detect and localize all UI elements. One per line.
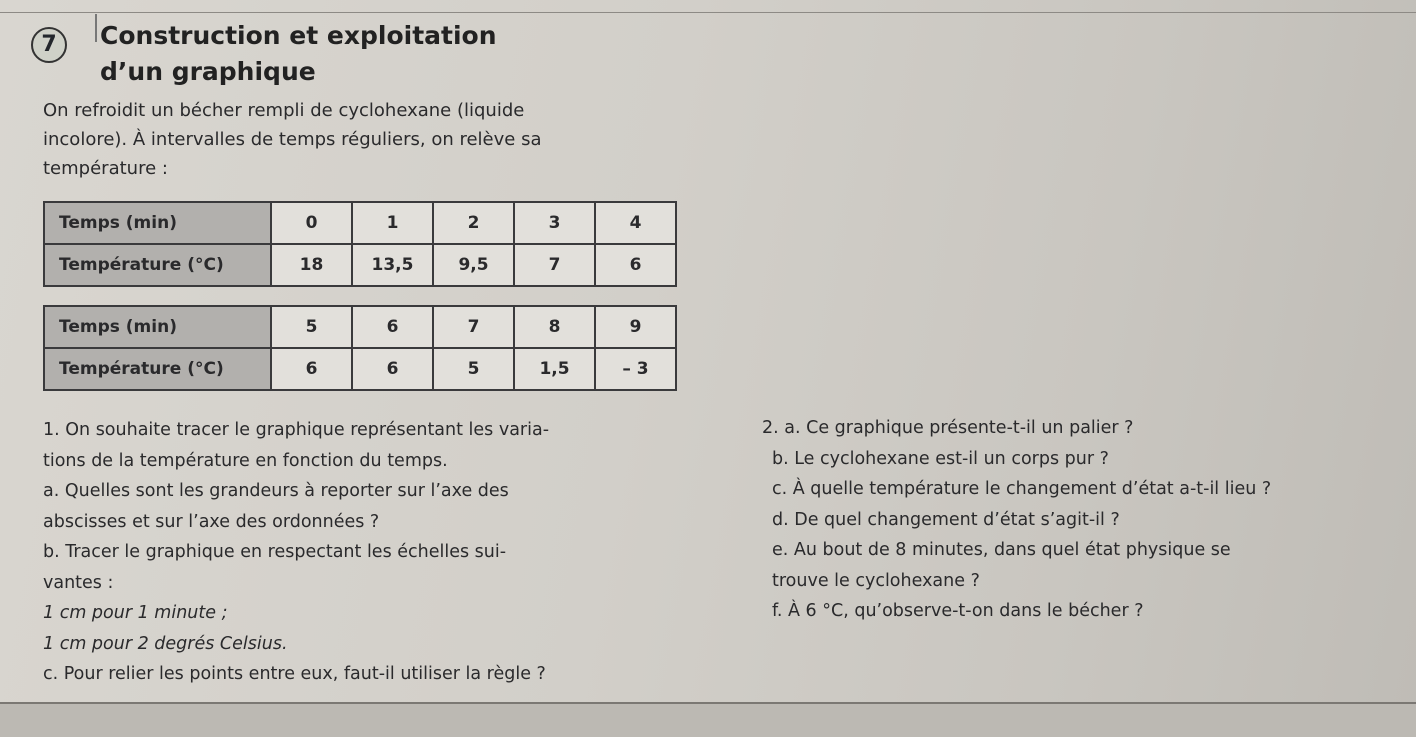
table-cell: 18: [271, 244, 352, 286]
title-line-2: d’un graphique: [100, 57, 316, 86]
question-2f: f. À 6 °C, qu’observe-t-on dans le bécher ?: [772, 601, 1144, 621]
exercise-title: [100, 18, 497, 90]
table-cell: 6: [352, 306, 433, 348]
intro-paragraph: [43, 96, 693, 183]
row-header-temperature: Température (°C): [44, 348, 271, 390]
question-1a-line-1: a. Quelles sont les grandeurs à reporter sur l’axe des: [43, 481, 509, 501]
intro-line-2: incolore). À intervalles de temps réguliers, on relève sa: [43, 129, 542, 150]
table-cell: 1,5: [514, 348, 595, 390]
top-rule: [0, 12, 1416, 13]
row-header-time: Temps (min): [44, 202, 271, 244]
exercise-number-badge: 7: [31, 27, 67, 63]
question-1c: c. Pour relier les points entre eux, faut-il utiliser la règle ?: [43, 664, 546, 684]
question-2e-line-1: e. Au bout de 8 minutes, dans quel état physique se: [772, 540, 1231, 560]
table-cell: 7: [514, 244, 595, 286]
table-cell: 5: [433, 348, 514, 390]
scale-x: 1 cm pour 1 minute ;: [43, 603, 228, 623]
table-cell: 2: [433, 202, 514, 244]
table-cell: 9: [595, 306, 676, 348]
question-2e-line-2: trouve le cyclohexane ?: [772, 570, 980, 591]
table-cell: 8: [514, 306, 595, 348]
question-2-block: [762, 413, 1271, 627]
table-cell: 5: [271, 306, 352, 348]
question-1b-line-1: b. Tracer le graphique en respectant les échelles sui-: [43, 542, 507, 562]
question-2b: b. Le cyclohexane est-il un corps pur ?: [772, 448, 1109, 469]
question-1a-line-2: abscisses et sur l’axe des ordonnées ?: [43, 511, 380, 532]
table-cell: 9,5: [433, 244, 514, 286]
intro-line-3: température :: [43, 158, 168, 179]
table-cell: 0: [271, 202, 352, 244]
question-1-line-2: tions de la température en fonction du temps.: [43, 450, 448, 471]
table-cell: 4: [595, 202, 676, 244]
table-cell: 6: [352, 348, 433, 390]
title-divider: [95, 14, 97, 42]
question-1-line-1: 1. On souhaite tracer le graphique représentant les varia-: [43, 420, 550, 440]
table-row: [44, 244, 676, 286]
title-line-1: Construction et exploitation: [100, 21, 497, 50]
table-cell: 6: [271, 348, 352, 390]
row-header-time: Temps (min): [44, 306, 271, 348]
table-row: [44, 348, 676, 390]
question-2c: c. À quelle température le changement d’état a-t-il lieu ?: [772, 479, 1272, 499]
question-1-block: [43, 415, 549, 690]
data-table-1: [43, 201, 677, 287]
intro-line-1: On refroidit un bécher rempli de cyclohexane (liquide: [43, 100, 525, 121]
question-2a: 2. a. Ce graphique présente-t-il un palier ?: [762, 418, 1134, 438]
table-row: [44, 202, 676, 244]
table-cell: 6: [595, 244, 676, 286]
row-header-temperature: Température (°C): [44, 244, 271, 286]
question-2d: d. De quel changement d’état s’agit-il ?: [772, 509, 1120, 530]
table-cell: – 3: [595, 348, 676, 390]
scale-y: 1 cm pour 2 degrés Celsius.: [43, 633, 288, 654]
data-table-2: [43, 305, 677, 391]
table-row: [44, 306, 676, 348]
question-1b-line-2: vantes :: [43, 572, 114, 593]
table-cell: 3: [514, 202, 595, 244]
table-cell: 7: [433, 306, 514, 348]
page-edge: [0, 704, 1416, 737]
table-cell: 1: [352, 202, 433, 244]
table-cell: 13,5: [352, 244, 433, 286]
